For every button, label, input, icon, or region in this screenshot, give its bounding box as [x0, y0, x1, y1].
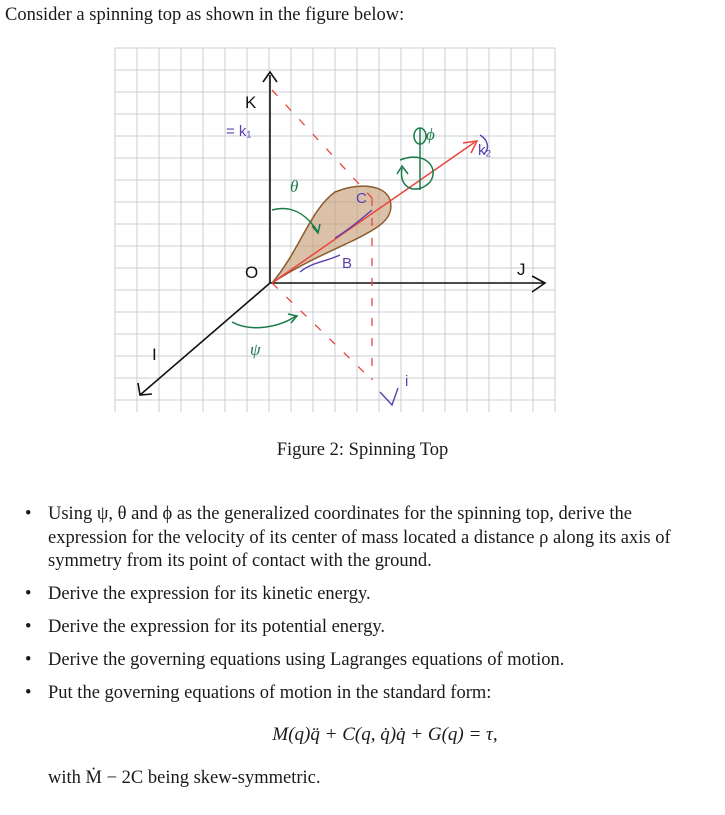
purple-marks	[300, 135, 487, 405]
figure-caption: Figure 2: Spinning Top	[276, 440, 449, 460]
bullet-dot: •	[25, 504, 32, 524]
list-item-text: Using ψ, θ and ϕ as the generalized coordinates for the spinning top, derive the expression for the velocity of its center of mass located a distance ρ along its axis of symmetry from its point of contact with the ground.	[48, 504, 671, 571]
bullet-dot: •	[25, 650, 32, 670]
psi-arc	[232, 314, 297, 328]
label-J: J	[517, 260, 526, 279]
bullet-dot: •	[25, 683, 32, 703]
list-item-text: Derive the governing equations using Lagranges equations of motion.	[48, 650, 565, 670]
label-C: C	[356, 190, 367, 207]
label-O: O	[245, 263, 259, 282]
label-phi: ϕ	[426, 125, 435, 144]
label-psi: ψ	[250, 340, 261, 359]
label-I: I	[152, 345, 157, 364]
list-item	[25, 649, 715, 673]
skew-symmetric-note: with Ṁ − 2C being skew-symmetric.	[48, 768, 321, 788]
list-item	[25, 503, 715, 574]
label-theta: θ	[290, 177, 299, 196]
standard-form-equation: M(q)q̈ + C(q, q̇)q̇ + G(q) = τ,	[272, 724, 498, 745]
bullet-dot: •	[25, 584, 32, 604]
list-item	[25, 616, 715, 640]
list-item-text: Derive the expression for its kinetic energy.	[48, 584, 371, 604]
label-B: B	[342, 255, 353, 272]
list-item-text: Derive the expression for its potential energy.	[48, 617, 386, 637]
bullet-dot: •	[25, 617, 32, 637]
list-item	[25, 583, 715, 607]
k2-axis	[272, 141, 477, 283]
i-arrowhead	[138, 383, 152, 395]
intro-text: Consider a spinning top as shown in the figure below:	[5, 5, 405, 25]
list-item	[25, 682, 715, 706]
list-item-text: Put the governing equations of motion in the standard form:	[48, 683, 492, 703]
label-K: K	[245, 93, 257, 112]
task-list	[25, 503, 715, 715]
label-i: i	[405, 373, 409, 390]
label-k2: k₂	[478, 142, 492, 159]
label-k1: = k₁	[226, 123, 252, 140]
